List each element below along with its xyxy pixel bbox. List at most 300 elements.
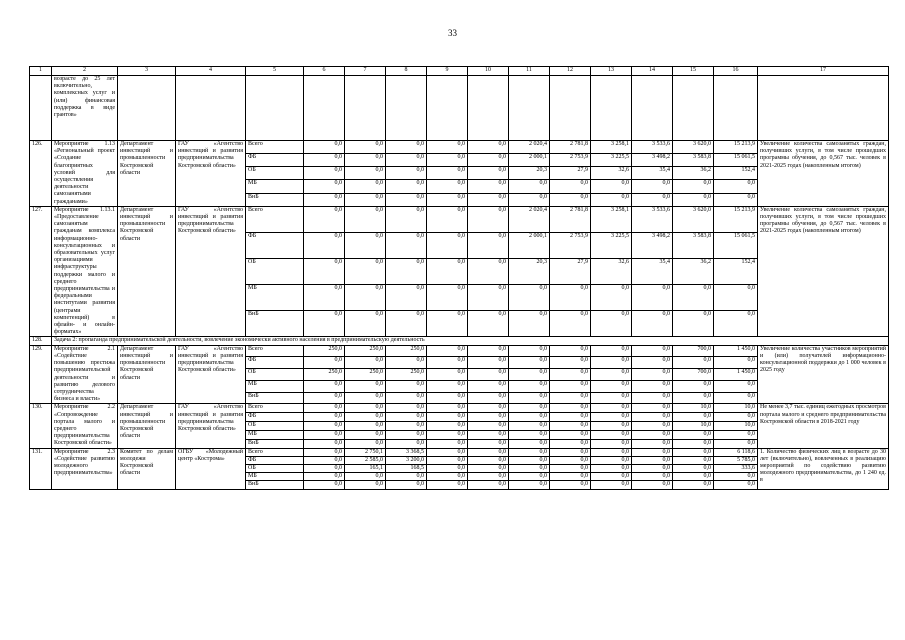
amount-cell: 250,0 [345, 345, 386, 357]
amount-cell: 0,0 [468, 167, 509, 180]
amount-cell: 0,0 [345, 481, 386, 489]
amount-cell: 0,0 [591, 430, 632, 439]
amount-cell: 0,0 [673, 473, 714, 481]
amount-cell: 152,4 [714, 167, 758, 180]
amount-cell: 0,0 [345, 380, 386, 392]
amount-cell: 0,0 [591, 464, 632, 472]
column-number: 7 [345, 67, 386, 76]
participant-org: ОГБУ «Молодежный центр «Кострома» [176, 448, 246, 489]
amount-cell: 0,0 [386, 232, 427, 258]
amount-cell: 0,0 [304, 285, 345, 311]
amount-cell: 0,0 [550, 392, 591, 404]
empty-cell [673, 76, 714, 141]
amount-cell: 0,0 [714, 473, 758, 481]
amount-cell: 3 258,1 [591, 141, 632, 154]
amount-cell: 0,0 [550, 311, 591, 337]
amount-cell: 0,0 [714, 481, 758, 489]
column-number: 6 [304, 67, 345, 76]
amount-cell: 0,0 [714, 380, 758, 392]
row-number: 128. [30, 337, 52, 345]
empty-cell [304, 76, 345, 141]
amount-cell: 0,0 [509, 430, 550, 439]
amount-cell: 0,0 [591, 380, 632, 392]
amount-cell: 0,0 [673, 464, 714, 472]
amount-cell: 0,0 [468, 380, 509, 392]
amount-cell: 0,0 [386, 180, 427, 193]
amount-cell: 3 498,2 [632, 154, 673, 167]
amount-cell: 0,0 [427, 345, 468, 357]
source-label: МБ [246, 473, 304, 481]
source-label: МБ [246, 430, 304, 439]
amount-cell: 2 020,4 [509, 141, 550, 154]
empty-cell [591, 76, 632, 141]
event-name: Мероприятие 2.3 «Содействие развитию молодежного предпринимательства» [52, 448, 118, 489]
amount-cell: 0,0 [468, 456, 509, 464]
amount-cell: 0,0 [345, 422, 386, 431]
amount-cell: 0,0 [304, 311, 345, 337]
amount-cell: 0,0 [591, 422, 632, 431]
continued-row [30, 76, 889, 141]
amount-cell: 3 620,0 [673, 141, 714, 154]
amount-cell: 3 533,6 [632, 206, 673, 232]
amount-cell: 0,0 [468, 180, 509, 193]
amount-cell: 0,0 [673, 180, 714, 193]
amount-cell: 0,0 [673, 311, 714, 337]
amount-cell: 3 583,8 [673, 154, 714, 167]
row-number: 127. [30, 206, 52, 337]
amount-cell: 0,0 [632, 413, 673, 422]
amount-cell: 0,0 [632, 456, 673, 464]
column-number: 14 [632, 67, 673, 76]
amount-cell: 0,0 [304, 193, 345, 206]
amount-cell: 700,0 [673, 345, 714, 357]
amount-cell: 10,0 [714, 422, 758, 431]
amount-cell: 0,0 [345, 180, 386, 193]
amount-cell: 0,0 [468, 439, 509, 448]
source-label: ОБ [246, 259, 304, 285]
column-number: 2 [52, 67, 118, 76]
empty-cell [246, 76, 304, 141]
amount-cell: 0,0 [427, 141, 468, 154]
amount-cell: 0,0 [673, 439, 714, 448]
amount-cell: 0,0 [304, 380, 345, 392]
amount-cell: 0,0 [468, 392, 509, 404]
amount-cell: 0,0 [714, 430, 758, 439]
amount-cell: 0,0 [591, 180, 632, 193]
amount-cell: 0,0 [386, 206, 427, 232]
amount-cell: 0,0 [632, 473, 673, 481]
amount-cell: 0,0 [345, 439, 386, 448]
event-name: Мероприятие 2.2 «Сопровождение портала малого и среднего предпринимательства Костромской области» [52, 404, 118, 448]
amount-cell: 0,0 [304, 206, 345, 232]
amount-cell: 0,0 [468, 369, 509, 381]
amount-cell: 6 118,6 [714, 448, 758, 456]
amount-cell: 0,0 [345, 413, 386, 422]
amount-cell: 0,0 [386, 167, 427, 180]
empty-cell [550, 76, 591, 141]
amount-cell: 5 785,0 [714, 456, 758, 464]
amount-cell: 0,0 [591, 285, 632, 311]
amount-cell: 3 498,2 [632, 232, 673, 258]
column-number: 17 [758, 67, 889, 76]
amount-cell: 2 753,9 [550, 154, 591, 167]
amount-cell: 0,0 [509, 448, 550, 456]
funding-row [30, 345, 889, 357]
amount-cell: 0,0 [632, 430, 673, 439]
amount-cell: 0,0 [468, 413, 509, 422]
participant-org: ГАУ «Агентство инвестиций и развития предпринимательства Костромской области» [176, 345, 246, 404]
amount-cell: 0,0 [550, 193, 591, 206]
amount-cell: 250,0 [386, 369, 427, 381]
row-number: 129. [30, 345, 52, 404]
amount-cell: 15 061,5 [714, 154, 758, 167]
amount-cell: 3 533,6 [632, 141, 673, 154]
expected-result: 1. Количество физических лиц в возрасте до 30 лет (включительно), вовлеченных в реализацию мероприятий по содействию развитию молодежного предпринимательства, до 1 240 ед. в [758, 448, 889, 489]
amount-cell: 0,0 [427, 473, 468, 481]
amount-cell: 0,0 [673, 193, 714, 206]
task-row [30, 337, 889, 345]
amount-cell: 3 368,5 [386, 448, 427, 456]
column-number: 3 [118, 67, 176, 76]
amount-cell: 0,0 [632, 193, 673, 206]
amount-cell: 700,0 [673, 369, 714, 381]
amount-cell: 0,0 [591, 448, 632, 456]
amount-cell: 3 620,0 [673, 206, 714, 232]
executor: Департамент инвестиций и промышленности Костромской области [118, 404, 176, 448]
amount-cell: 0,0 [509, 357, 550, 369]
amount-cell: 0,0 [468, 422, 509, 431]
amount-cell: 0,0 [304, 456, 345, 464]
amount-cell: 0,0 [427, 154, 468, 167]
amount-cell: 0,0 [714, 357, 758, 369]
source-label: ВнБ [246, 481, 304, 489]
amount-cell: 0,0 [550, 422, 591, 431]
task-text: Задача 2: пропаганда предпринимательской деятельности, вовлечение экономически активного населения в предпринимательскую деятельность [52, 337, 889, 345]
amount-cell: 3 583,8 [673, 232, 714, 258]
source-label: ФБ [246, 413, 304, 422]
amount-cell: 0,0 [386, 404, 427, 413]
amount-cell: 0,0 [345, 285, 386, 311]
amount-cell: 250,0 [345, 369, 386, 381]
amount-cell: 0,0 [673, 456, 714, 464]
amount-cell: 0,0 [509, 193, 550, 206]
header-row [30, 67, 889, 76]
amount-cell: 0,0 [468, 285, 509, 311]
amount-cell: 0,0 [509, 413, 550, 422]
executor: Департамент инвестиций и промышленности Костромской области [118, 345, 176, 404]
amount-cell: 0,0 [550, 180, 591, 193]
amount-cell: 0,0 [427, 448, 468, 456]
amount-cell: 0,0 [632, 180, 673, 193]
amount-cell: 0,0 [427, 193, 468, 206]
amount-cell: 0,0 [591, 481, 632, 489]
source-label: Всего [246, 404, 304, 413]
amount-cell: 0,0 [714, 392, 758, 404]
amount-cell: 0,0 [304, 167, 345, 180]
amount-cell: 250,0 [304, 369, 345, 381]
participant-org: ГАУ «Агентство инвестиций и развития предпринимательства Костромской области» [176, 206, 246, 337]
amount-cell: 2 753,9 [550, 232, 591, 258]
amount-cell: 0,0 [304, 439, 345, 448]
amount-cell: 32,6 [591, 259, 632, 285]
amount-cell: 0,0 [386, 473, 427, 481]
amount-cell: 0,0 [427, 206, 468, 232]
amount-cell: 0,0 [386, 193, 427, 206]
funding-row [30, 141, 889, 154]
amount-cell: 0,0 [427, 369, 468, 381]
amount-cell: 0,0 [591, 473, 632, 481]
amount-cell: 0,0 [468, 481, 509, 489]
amount-cell: 333,6 [714, 464, 758, 472]
column-number: 4 [176, 67, 246, 76]
event-name: возрасте до 25 лет включительно, комплексных услуг и (или) финансовая поддержка в виде грантов» [52, 76, 118, 141]
amount-cell: 0,0 [345, 206, 386, 232]
amount-cell: 0,0 [509, 473, 550, 481]
amount-cell: 0,0 [427, 285, 468, 311]
amount-cell: 35,4 [632, 259, 673, 285]
amount-cell: 0,0 [386, 439, 427, 448]
amount-cell: 0,0 [632, 422, 673, 431]
empty-cell [427, 76, 468, 141]
amount-cell: 0,0 [632, 464, 673, 472]
amount-cell: 0,0 [632, 439, 673, 448]
amount-cell: 0,0 [714, 311, 758, 337]
amount-cell: 20,3 [509, 259, 550, 285]
amount-cell: 0,0 [632, 369, 673, 381]
amount-cell: 15 213,9 [714, 206, 758, 232]
amount-cell: 0,0 [427, 259, 468, 285]
amount-cell: 0,0 [632, 357, 673, 369]
amount-cell: 0,0 [509, 439, 550, 448]
amount-cell: 3 225,5 [591, 154, 632, 167]
empty-cell [758, 76, 889, 141]
column-number: 13 [591, 67, 632, 76]
amount-cell: 0,0 [304, 404, 345, 413]
amount-cell: 0,0 [468, 345, 509, 357]
amount-cell: 0,0 [345, 167, 386, 180]
amount-cell: 0,0 [632, 380, 673, 392]
amount-cell: 0,0 [468, 193, 509, 206]
column-number: 12 [550, 67, 591, 76]
amount-cell: 0,0 [386, 357, 427, 369]
amount-cell: 0,0 [468, 357, 509, 369]
amount-cell: 2 000,1 [509, 232, 550, 258]
amount-cell: 0,0 [468, 448, 509, 456]
empty-cell [468, 76, 509, 141]
amount-cell: 27,9 [550, 259, 591, 285]
amount-cell: 0,0 [427, 413, 468, 422]
amount-cell: 0,0 [345, 430, 386, 439]
amount-cell: 0,0 [468, 154, 509, 167]
source-label: ФБ [246, 456, 304, 464]
amount-cell: 168,5 [386, 464, 427, 472]
amount-cell: 0,0 [632, 285, 673, 311]
amount-cell: 0,0 [468, 206, 509, 232]
amount-cell: 0,0 [550, 448, 591, 456]
amount-cell: 0,0 [591, 456, 632, 464]
amount-cell: 0,0 [345, 357, 386, 369]
amount-cell: 0,0 [550, 380, 591, 392]
amount-cell: 0,0 [304, 473, 345, 481]
source-label: ВнБ [246, 193, 304, 206]
amount-cell: 0,0 [427, 167, 468, 180]
empty-cell [509, 76, 550, 141]
amount-cell: 10,0 [673, 422, 714, 431]
amount-cell: 2 000,1 [509, 154, 550, 167]
amount-cell: 0,0 [468, 311, 509, 337]
amount-cell: 0,0 [427, 380, 468, 392]
source-label: ВнБ [246, 392, 304, 404]
amount-cell: 0,0 [509, 392, 550, 404]
amount-cell: 36,2 [673, 259, 714, 285]
amount-cell: 0,0 [386, 430, 427, 439]
expected-result: Увеличение количества самозанятых граждан, получивших услуги, в том числе прошедших программы обучения, до 0,567 тыс. человек в 2021-2025 годах (накопленным итогом) [758, 206, 889, 337]
column-number: 1 [30, 67, 52, 76]
amount-cell: 0,0 [345, 193, 386, 206]
amount-cell: 0,0 [304, 154, 345, 167]
amount-cell: 0,0 [345, 404, 386, 413]
amount-cell: 0,0 [550, 439, 591, 448]
expected-result: Увеличение количества участников мероприятий и (или) получателей информационно-консультационной поддержки до 1 000 человек в 2025 году [758, 345, 889, 404]
amount-cell: 0,0 [591, 193, 632, 206]
amount-cell: 0,0 [386, 380, 427, 392]
amount-cell: 0,0 [427, 422, 468, 431]
empty-cell [386, 76, 427, 141]
amount-cell: 0,0 [345, 392, 386, 404]
amount-cell: 0,0 [304, 141, 345, 154]
source-label: ФБ [246, 154, 304, 167]
amount-cell: 0,0 [304, 232, 345, 258]
amount-cell: 0,0 [591, 345, 632, 357]
amount-cell: 1 450,0 [714, 369, 758, 381]
source-label: Всего [246, 206, 304, 232]
participant-org: ГАУ «Агентство инвестиций и развития предпринимательства Костромской области» [176, 404, 246, 448]
amount-cell: 0,0 [714, 193, 758, 206]
amount-cell: 0,0 [632, 345, 673, 357]
amount-cell: 0,0 [591, 392, 632, 404]
source-label: ФБ [246, 232, 304, 258]
amount-cell: 0,0 [509, 345, 550, 357]
amount-cell: 0,0 [345, 232, 386, 258]
source-label: ОБ [246, 422, 304, 431]
amount-cell: 0,0 [550, 345, 591, 357]
amount-cell: 0,0 [714, 413, 758, 422]
amount-cell: 0,0 [509, 369, 550, 381]
amount-cell: 0,0 [427, 311, 468, 337]
column-number: 9 [427, 67, 468, 76]
executor: Комитет по делам молодежи Костромской области [118, 448, 176, 489]
amount-cell: 0,0 [304, 392, 345, 404]
amount-cell: 0,0 [673, 481, 714, 489]
event-name: Мероприятие 1.13 «Региональный проект «Создание благоприятных условий для осуществления деятельности самозанятыми гражданами» [52, 141, 118, 207]
amount-cell: 0,0 [673, 430, 714, 439]
amount-cell: 15 213,9 [714, 141, 758, 154]
empty-cell [714, 76, 758, 141]
amount-cell: 0,0 [714, 439, 758, 448]
source-label: ОБ [246, 167, 304, 180]
amount-cell: 0,0 [591, 404, 632, 413]
amount-cell: 0,0 [427, 481, 468, 489]
amount-cell: 0,0 [591, 369, 632, 381]
amount-cell: 0,0 [550, 369, 591, 381]
amount-cell: 0,0 [509, 456, 550, 464]
amount-cell: 0,0 [673, 392, 714, 404]
empty-cell [176, 76, 246, 141]
amount-cell: 0,0 [632, 481, 673, 489]
amount-cell: 0,0 [427, 392, 468, 404]
amount-cell: 0,0 [304, 180, 345, 193]
amount-cell: 0,0 [673, 413, 714, 422]
amount-cell: 0,0 [468, 404, 509, 413]
column-number: 16 [714, 67, 758, 76]
source-label: МБ [246, 180, 304, 193]
event-name: Мероприятие 1.13.1 «Предоставление самозанятым гражданам комплекса информационно-консультационных и образовательных услуг организациями инфраструктуры поддержки малого и среднего предпринимательства и федеральными институтами развития (центрами компетенций) в офлайн- и онлайн-форматах» [52, 206, 118, 337]
amount-cell: 0,0 [509, 404, 550, 413]
source-label: ОБ [246, 369, 304, 381]
amount-cell: 0,0 [550, 456, 591, 464]
funding-row [30, 206, 889, 232]
amount-cell: 0,0 [427, 439, 468, 448]
amount-cell: 0,0 [591, 311, 632, 337]
amount-cell: 0,0 [386, 481, 427, 489]
amount-cell: 2 750,1 [345, 448, 386, 456]
amount-cell: 2 781,8 [550, 206, 591, 232]
amount-cell: 0,0 [509, 422, 550, 431]
amount-cell: 152,4 [714, 259, 758, 285]
amount-cell: 0,0 [304, 464, 345, 472]
source-label: ФБ [246, 357, 304, 369]
column-number: 11 [509, 67, 550, 76]
source-label: Всего [246, 141, 304, 154]
source-label: Всего [246, 345, 304, 357]
amount-cell: 0,0 [550, 464, 591, 472]
amount-cell: 0,0 [427, 464, 468, 472]
amount-cell: 0,0 [509, 464, 550, 472]
source-label: Всего [246, 448, 304, 456]
amount-cell: 0,0 [550, 473, 591, 481]
amount-cell: 27,9 [550, 167, 591, 180]
row-number: 131. [30, 448, 52, 489]
amount-cell: 0,0 [468, 473, 509, 481]
amount-cell: 0,0 [673, 285, 714, 311]
amount-cell: 0,0 [468, 464, 509, 472]
amount-cell: 0,0 [632, 311, 673, 337]
amount-cell: 0,0 [386, 141, 427, 154]
source-label: МБ [246, 380, 304, 392]
empty-cell [345, 76, 386, 141]
amount-cell: 10,0 [714, 404, 758, 413]
amount-cell: 1 450,0 [714, 345, 758, 357]
amount-cell: 0,0 [591, 413, 632, 422]
amount-cell: 0,0 [509, 180, 550, 193]
amount-cell: 0,0 [386, 422, 427, 431]
amount-cell: 0,0 [304, 430, 345, 439]
amount-cell: 250,0 [386, 345, 427, 357]
amount-cell: 0,0 [304, 357, 345, 369]
amount-cell: 0,0 [714, 285, 758, 311]
amount-cell: 0,0 [468, 259, 509, 285]
amount-cell: 0,0 [345, 259, 386, 285]
amount-cell: 0,0 [468, 430, 509, 439]
amount-cell: 10,0 [673, 404, 714, 413]
amount-cell: 0,0 [673, 448, 714, 456]
amount-cell: 0,0 [550, 404, 591, 413]
row-number: 126. [30, 141, 52, 207]
row-number: 130. [30, 404, 52, 448]
amount-cell: 165,1 [345, 464, 386, 472]
amount-cell: 3 225,5 [591, 232, 632, 258]
empty-cell [632, 76, 673, 141]
